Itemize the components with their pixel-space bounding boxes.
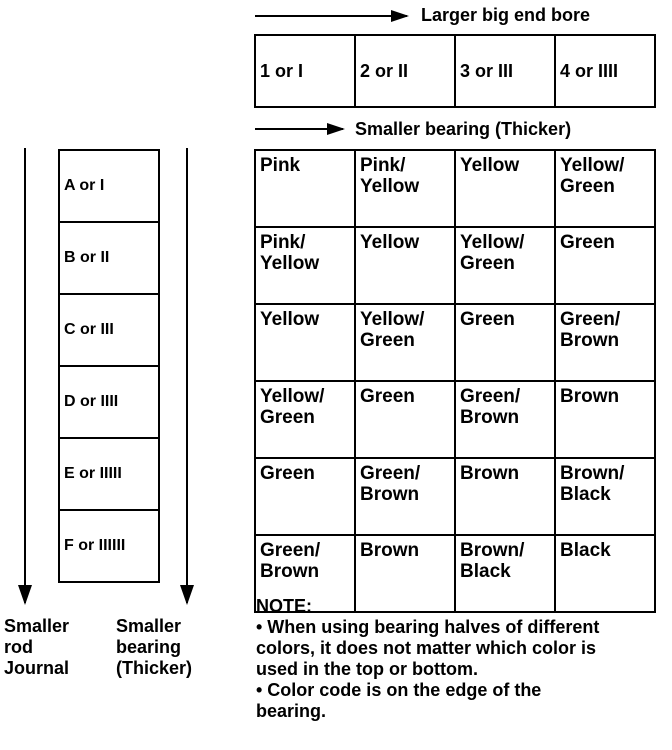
- bore-label: Larger big end bore: [421, 5, 591, 25]
- color-cell: Brown: [555, 381, 655, 458]
- color-cell: Brown/ Black: [455, 535, 555, 612]
- color-cell: Green: [455, 304, 555, 381]
- journal-code-cell: C or III: [59, 294, 159, 366]
- bore-arrow: [255, 15, 407, 17]
- color-cell: Green/ Brown: [555, 304, 655, 381]
- note-item: • When using bearing halves of different colors, it does not matter which color is used in the top or bottom.: [256, 617, 600, 679]
- color-cell: Pink/ Yellow: [255, 227, 355, 304]
- color-cell: Pink: [255, 150, 355, 227]
- color-cell: Green: [255, 458, 355, 535]
- color-cell: Green/ Brown: [455, 381, 555, 458]
- journal-code-cell: D or IIII: [59, 366, 159, 438]
- bearing-label-line: (Thicker): [116, 658, 193, 678]
- bore-code-cell: 4 or IIII: [555, 35, 655, 107]
- color-cell: Green: [355, 381, 455, 458]
- color-cell: Yellow/ Green: [555, 150, 655, 227]
- color-cell: Yellow/ Green: [355, 304, 455, 381]
- color-cell: Green: [555, 227, 655, 304]
- bearing-label-line: Smaller: [116, 616, 182, 636]
- journal-label-line: rod: [4, 637, 33, 657]
- color-cell: Brown/ Black: [555, 458, 655, 535]
- journal-code-cell: A or I: [59, 150, 159, 222]
- bore-code-cell: 3 or III: [455, 35, 555, 107]
- journal-code-table: [58, 149, 160, 583]
- journal-code-cell: E or IIIII: [59, 438, 159, 510]
- note-item: • Color code is on the edge of the bearing.: [256, 680, 542, 721]
- color-cell: Green/ Brown: [355, 458, 455, 535]
- bore-code-cell: 1 or I: [255, 35, 355, 107]
- journal-code-cell: B or II: [59, 222, 159, 294]
- bearing-label-line: bearing: [116, 637, 182, 657]
- bearing-arrow: [255, 128, 343, 130]
- color-cell: Brown: [355, 535, 455, 612]
- journal-label-line: Smaller: [4, 616, 70, 636]
- color-cell: Yellow/ Green: [455, 227, 555, 304]
- journal-side-label: [4, 616, 69, 679]
- journal-label-line: Journal: [4, 658, 70, 678]
- bearing-color-table: [254, 149, 656, 613]
- bore-code-table: [254, 34, 656, 108]
- color-cell: Yellow/ Green: [255, 381, 355, 458]
- bearing-thickness-arrow: [186, 148, 188, 603]
- bore-code-cell: 2 or II: [355, 35, 455, 107]
- color-cell: Green/ Brown: [255, 535, 355, 612]
- color-cell: Pink/ Yellow: [355, 150, 455, 227]
- color-cell: Yellow: [355, 227, 455, 304]
- bearing-label: Smaller bearing (Thicker): [355, 119, 572, 139]
- note-block: [256, 596, 606, 722]
- note-title: NOTE:: [256, 596, 312, 616]
- color-cell: Yellow: [455, 150, 555, 227]
- color-cell: Yellow: [255, 304, 355, 381]
- journal-code-cell: F or IIIIII: [59, 510, 159, 582]
- color-cell: Brown: [455, 458, 555, 535]
- journal-arrow: [24, 148, 26, 603]
- color-cell: Black: [555, 535, 655, 612]
- bearing-side-label: [116, 616, 192, 679]
